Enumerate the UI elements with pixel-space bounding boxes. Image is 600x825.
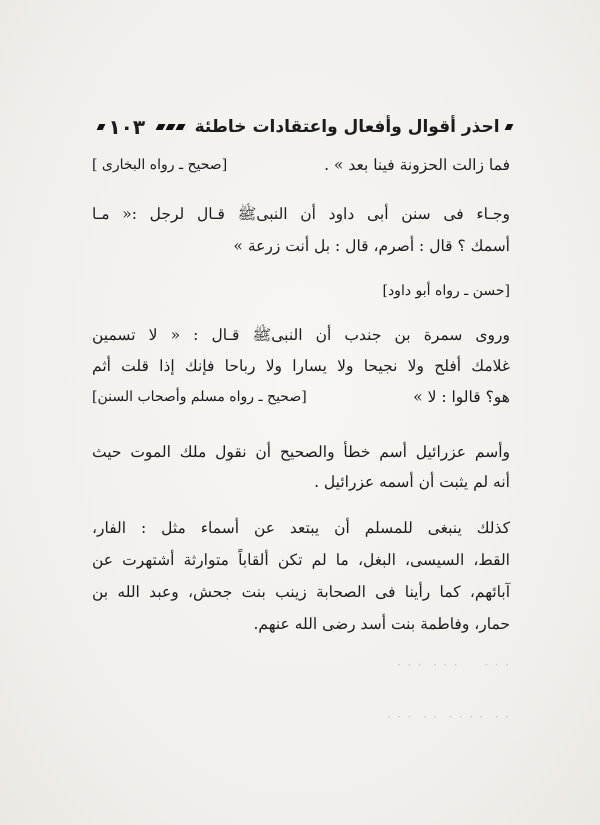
paragraph-line: كذلك ينبغى للمسلم أن يبتعد عن أسماء مثل : الفار، <box>92 519 510 537</box>
header-title: احذر أقوال وأفعال واعتقادات خاطئة <box>194 117 500 137</box>
paragraph-text: فما زالت الحزونة فينا بعد » . <box>324 156 510 174</box>
paragraph-line: غلامك أفلح ولا نجيحا ولا يسارا ولا رباحا فإنك إذا قلت أثم <box>92 357 510 375</box>
paragraph-line: هو؟ قالوا : لا » <box>413 388 510 406</box>
header-dash-icon <box>97 124 106 130</box>
paragraph-4 <box>92 320 510 413</box>
paragraph-line: آبائهم، كما رأينا فى الصحابة زينب بنت جحش، وعبد الله بن <box>92 583 510 601</box>
paragraph-6 <box>92 512 510 640</box>
running-header <box>98 112 512 142</box>
header-dash-icon <box>504 124 513 130</box>
citation: [صحيح ـ رواه البخارى ] <box>92 157 228 173</box>
paragraph-5 <box>92 437 510 497</box>
header-rule <box>156 124 188 130</box>
bleed-through-text: · · · ‏ ‏ ‏ ‏ · · · ‏ · · · <box>397 658 510 673</box>
paragraph-2 <box>92 198 510 262</box>
paragraph-line: أسمك ؟ قال : أصرم، قال : بل أنت زرعة » <box>233 237 510 255</box>
paragraph-line: وأسم عزرائيل أسم خطأ والصحيح أن نقول ملك الموت حيث <box>92 443 510 461</box>
paragraph-line: القط، السيسى، البغل، ما لم تكن ألقاباً متوارثة أشتهرت عن <box>92 551 510 569</box>
paragraph-line: وروى سمرة بن جندب أن النبىﷺ قـال : « لا تسمين <box>92 326 510 344</box>
paragraph-3 <box>92 278 510 304</box>
bleed-through-text: · · ‏ · · · · ‏ · · ‏ · · · <box>386 710 510 725</box>
paragraph-line: وجـاء فى سنن أبى داود أن النبىﷺ قـال لرجل :« مـا <box>92 205 510 223</box>
citation: [حسن ـ رواه أبو داود] <box>382 283 510 299</box>
page-number: ١٠٣ <box>108 115 146 139</box>
paragraph-1 <box>92 152 510 178</box>
paragraph-line: حمار، وفاطمة بنت أسد رضى الله عنهم. <box>253 615 510 633</box>
citation: [صحيح ـ رواه مسلم وأصحاب السنن] <box>92 389 307 405</box>
paragraph-line: أنه لم يثبت أن أسمه عزرائيل . <box>314 473 510 491</box>
